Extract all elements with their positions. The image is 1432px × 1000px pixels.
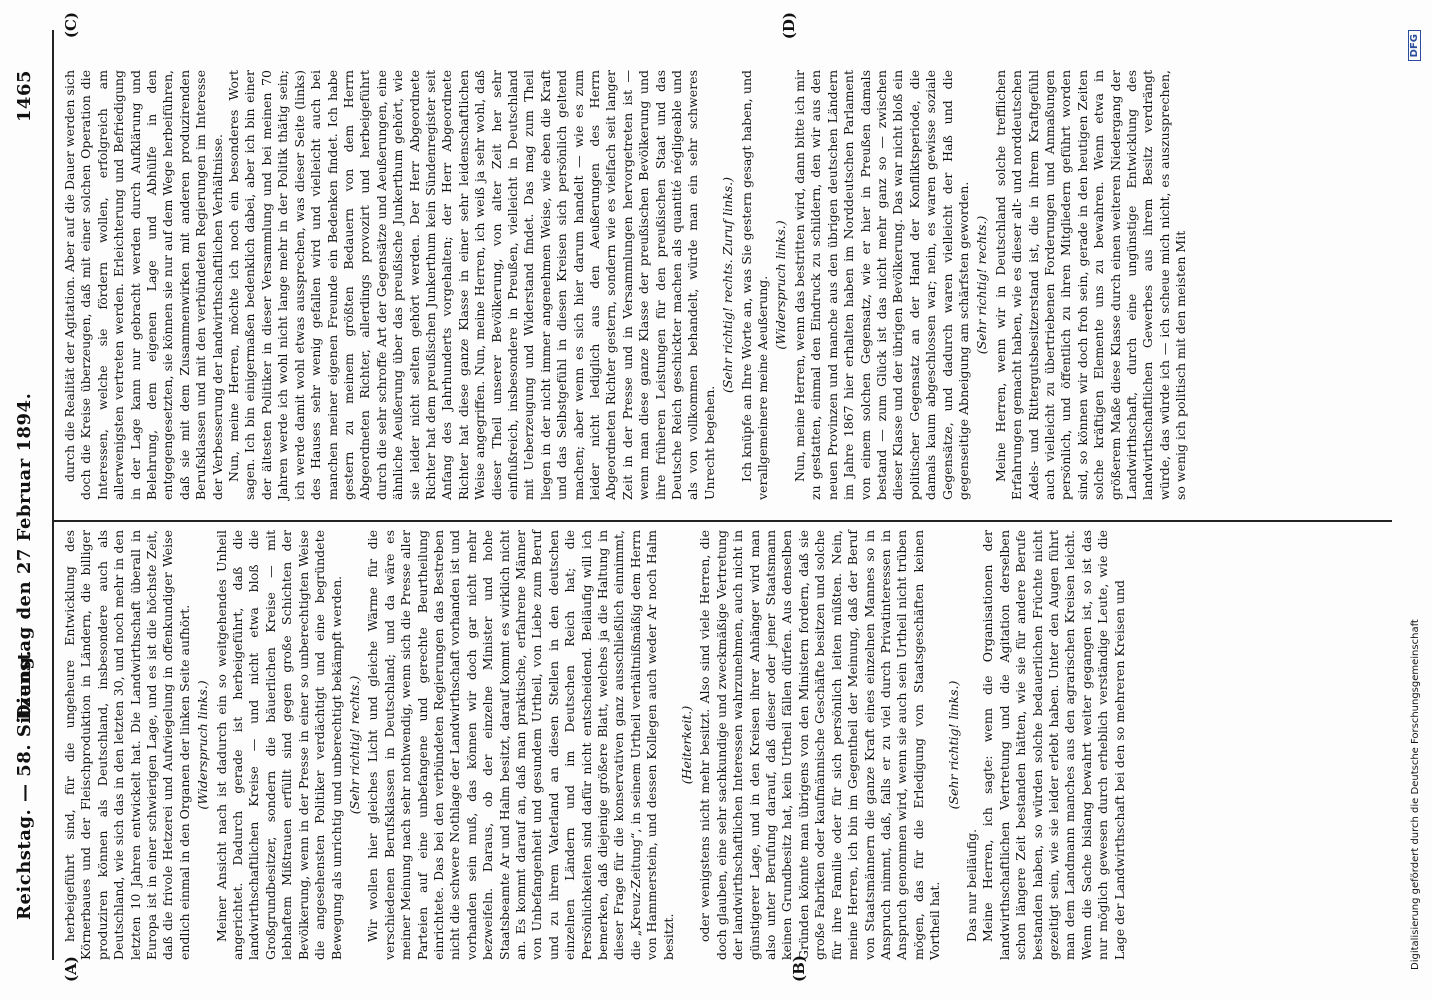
interjection: (Heiterkeit.) xyxy=(679,705,695,785)
column-divider xyxy=(54,520,1392,522)
margin-mark-a: (A) xyxy=(62,956,80,982)
interjection: (Sehr richtig! rechts.) xyxy=(974,215,990,355)
paragraph: Das nur beiläufig. xyxy=(963,828,979,942)
left-column xyxy=(62,530,1128,960)
interjection: (Widerspruch links.) xyxy=(195,680,211,810)
margin-mark-d: (D) xyxy=(780,12,798,40)
margin-mark-c: (C) xyxy=(62,12,80,39)
paragraph: oder wenigstens nicht mehr besitzt. Also sind viele Herren, die doch glauben, eine sehr sachkundige und zweckmäßige Vertretung der landwirthschaftlichen Interessen wahrzunehmen, auch nicht in günstigerer Lage, und in den Kreisen ihrer Anhänger wird man also unter Berufung darauf, daß dieser oder jener Staatsmann keinen Grundbesitz hat, kein Urtheil fällen dürfen. Aus denselben Gründen könnte man übrigens von den Ministern fordern, daß sie große Fabriken oder kaufmännische Geschäfte besitzen und solche für ihre Familie oder für sich persönlich leiten müßten. Nein, meine Herren, ich bin im Gegentheil der Meinung, daß der Beruf von Staatsmännern die ganze Kraft eines einzelnen Mannes so in Anspruch nimmt, daß, falls er zu viel durch Privatinteressen in Anspruch genommen wird, wenn sie auch sein Urtheil nicht trüben mögen, das für die Erledigung von Staatsgeschäften keinen Vortheil hat. xyxy=(697,530,943,960)
paragraph: herbeigeführt sind, für die ungeheure Entwicklung des Körnerbaues und der Fleischproduktion in Ländern, die billiger produziren können als Deutschland, insbesondere auch als Deutschland, wie sich das in den letzten 30, und noch mehr in den letzten 10 Jahren entwickelt hat. Die Landwirthschaft überall in Europa ist in einer schwierigen Lage, und es ist die höchste Zeit, daß die frivole Hetzerei und Aufwiegelung in offenkundiger Weise endlich einmal in den Organen der linken Seite aufhört. xyxy=(62,530,192,960)
interjection: (Widerspruch links.) xyxy=(773,220,789,350)
paragraph: Ich knüpfe an Ihre Worte an, was Sie gestern gesagt haben, und verallgemeinere meine Aeußerung. xyxy=(738,70,771,500)
header-left: Reichstag. — 58. Sitzung. xyxy=(14,649,35,920)
footer xyxy=(1406,0,1426,1000)
dfg-logo: DFG xyxy=(1408,30,1421,61)
paragraph: Meine Herren, ich sagte: wenn die Organisationen der landwirthschaftlichen Vertretung und die Agitation derselben schon längere Zeit bestanden hätten, wie sie für andere Berufe bestanden haben, so würden solche bedauerlichen Früchte nicht gezeitigt sein, wie sie leider erlebt haben. Unter den Augen führt man dem Landmann manches aus den agrarischen Kreisen leicht. Wenn die Sache bislang bewahrt weiter gegangen ist, so ist das nur möglich gewesen durch erheblich verständige Leute, wie die Lage der Landwirthschaft bei den so mehreren Kreisen und xyxy=(980,530,1127,960)
interjection: (Sehr richtig! rechts.) xyxy=(346,675,362,815)
interjection: (Sehr richtig! rechts. Zuruf links.) xyxy=(720,177,736,393)
paragraph: Meiner Ansicht nach ist dadurch ein so weitgehendes Unheil angerichtet. Dadurch gerade ist herbeigeführt, daß die landwirthschaftlichen Kreise — und nicht etwa bloß die Großgrundbesitzer, sondern die bäuerlichen Kreise — mit lebhaftem Mißtrauen erfüllt sind gegen große Schichten der Bevölkerung, wenn in der Presse in einer so unberechtigten Weise die angesehensten Politiker verdächtigt und eine begründete Bewegung als unrichtig und unberechtigt bekämpft werden. xyxy=(213,530,344,960)
header-rule xyxy=(52,30,54,960)
paragraph: Nun, meine Herren, möchte ich noch ein besonderes Wort sagen. Ich bin einigermaßen bedenklich dabei, aber ich bin einer der ältesten Politiker in dieser Versammlung und bei meinen 70 Jahren werde ich wohl nicht lange mehr in der Politik thätig sein; ich werde damit wohl etwas aussprechen, was dieser Seite (links) des Hauses sehr wenig gefallen wird und vielleicht auch bei manchen meiner eigenen Freunde ein Bedenken findet. Ich habe gestern zu meinem größten Bedauern von dem Herrn Abgeordneten Richter, allerdings provozirt und herbeigeführt durch die sehr schroffe Art der Gegensätze und Aeußerungen, eine ähnliche Aeußerung über das preußische Junkerthum gehört, wie sie leider nicht selten gehört werden. Der Herr Abgeordnete Richter hat dem preußischen Junkerthum kein Sündenregister seit Anfang des Jahrhunderts vorgehalten; der Herr Abgeordnete Richter hat diese ganze Klasse in einer sehr leidenschaftlichen Weise angegriffen. Nun, meine Herren, ich weiß ja sehr wohl, daß dieser Theil unserer Bevölkerung, von alter Zeit her sehr einflußreich, insbesondere in Preußen, vielleicht in Deutschland mit Ueberzeugung und Widerstand findet. Das mag zum Theil liegen in der nicht immer angenehmen Weise, wie eben die Kraft und das Selbstgefühl in diesen Kreisen sich persönlich geltend machen; aber wenn es sich hier darum handelt — wie es zum leider nicht lediglich aus den Aeußerungen des Herrn Abgeordneten Richter gestern, sondern wie es vielfach seit langer Zeit in der Presse und in Versammlungen hervorgetreten ist — wenn man diese ganze Klasse der preußischen Bevölkerung und ihre früheren Leistungen für den preußischen Staat und das Deutsche Reich geschickter machen als quantité négligeable und als von vollkommen behandelt, würde man ein sehr schweres Unrecht begehen. xyxy=(226,70,717,500)
header-date: Dienstag den 27 Februar 1894. xyxy=(14,392,35,720)
interjection: (Sehr richtig! links.) xyxy=(945,680,961,810)
running-head xyxy=(8,30,50,960)
right-column xyxy=(62,70,1190,500)
page-number: 1465 xyxy=(14,70,35,123)
paragraph: durch die Realität der Agitation. Aber auf die Dauer werden sich doch die Kreise überzeugen, daß mit einer solchen Operation die Interessen, welche sie fördern wollen, erfolgreich am allerwenigsten vertreten werden. Erleichterung und Befriedigung in der Lage kann nur gebracht werden durch Aufklärung und Belehrung, dem eigenen Lage und Abhülfe in den entgegengesetzten, sie können sie nur auf dem Wege herbeiführen, daß sie mit dem Zusammenwirken mit anderen produzirenden Berufsklassen und mit den verbündeten Regierungen im Interesse der Verbesserung der landwirthschaftlichen Verhältnisse. xyxy=(62,70,225,500)
paragraph: Nun, meine Herren, wenn das bestritten wird, dann bitte ich mir zu gestatten, einmal den Eindruck zu schildern, den wir aus den neuen Provinzen und manche aus den übrigen deutschen Ländern im Jahre 1867 hier erhalten haben im Norddeutschen Parlament von einem solchen Gegensatz, wie er hier in Preußen damals bestand — zum Glück ist das nicht mehr ganz so — zwischen dieser Klasse und der übrigen Bevölkerung. Das war nicht bloß ein politischer Gegensatz an der Hand der Konfliktsperiode, die damals kaum abgeschlossen war; nein, es waren gewisse soziale Gegensätze, und dadurch waren vielleicht der Haß und die gegenseitige Abneigung am schärfsten geworden. xyxy=(791,69,971,500)
margin-mark-b: (B) xyxy=(790,955,808,982)
paragraph: Wir wollen hier gleiches Licht und gleiche Wärme für die verschiedenen Berufsklassen in Deutschland; und da wäre es meiner Meinung nach sehr nothwendig, wenn sich die Presse aller Parteien auf eine unbefangene und gerechte Beurtheilung einrichtete. Das bei den verbündeten Regierungen das Bestreben nicht die schwere Nothlage der Landwirthschaft vorhanden ist und vorhanden sein muß, das können wir doch gar nicht mehr bezweifeln. Daraus, ob der einzelne Minister und hohe Staatsbeamte Ar und Halm besitzt, darauf kommt es wirklich nicht an. Es kommt darauf an, daß man praktische, erfahrene Männer von Unbefangenheit und gesundem Urtheil, von Liebe zum Beruf und zu ihrem Vaterland an diesen Stellen in den deutschen einzelnen Ländern und im Deutschen Reich hat; die Persönlichkeiten sind dafür nicht entscheidend. Beiläufig will ich bemerken, daß diejenige größere Blatt, welches ja die Haltung in dieser Frage für die konservativen ganz ausschließlich einnimmt, die „Kreuz-Zeitung“, in seinem Urtheil verhältnißmäßig dem Herrn von Hammerstein, und dessen Kollegen auch weder Ar noch Halm besitzt. xyxy=(365,530,676,960)
funding-notice: Digitalisierung gefördert durch die Deutsche Forschungsgemeinschaft xyxy=(1410,619,1421,970)
paragraph: Meine Herren, wenn wir in Deutschland solche trefflichen Erfahrungen gemacht haben, wie es dieser alt- und norddeutschen Adels- und Rittergutsbesitzerstand ist, die in ihrem Kraftgefühl auch vielleicht zu übertriebenen Forderungen und Anmaßungen persönlich, und öffentlich zu ihren Mitgliedern geführt worden sind, so können wir doch froh sein, gerade in den heutigen Zeiten solche kräftigen Elemente uns zu bewahren. Wenn etwa in größerem Maße diese Klasse durch einen weiteren Niedergang der Landwirthschaft, durch eine ungünstige Entwicklung des landwirthschaftlichen Gewerbes aus ihrem Besitz verdrängt würde, das würde ich — ich scheue mich nicht, es auszusprechen, so wenig ich politisch mit den meisten Mit xyxy=(992,70,1189,500)
